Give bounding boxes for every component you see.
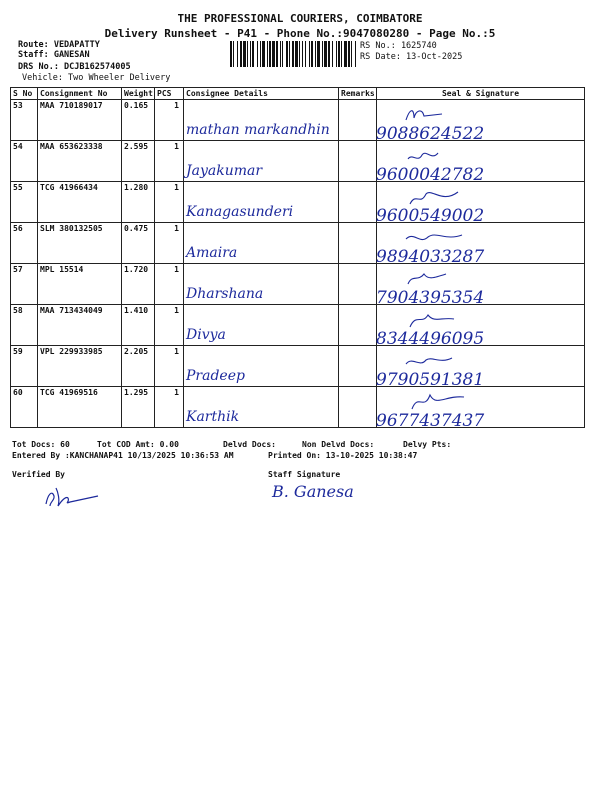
cell-pcs: 1 xyxy=(155,141,184,182)
cell-remarks xyxy=(339,346,377,387)
handwritten-phone-number: 8344496095 xyxy=(376,329,485,349)
cell-weight: 2.205 xyxy=(122,346,155,387)
barcode-bar xyxy=(317,41,320,67)
barcode-bar xyxy=(247,41,248,67)
cell-pcs: 1 xyxy=(155,182,184,223)
signature-scribble xyxy=(402,391,472,413)
handwritten-phone-number: 9088624522 xyxy=(376,124,485,144)
company-title: THE PROFESSIONAL COURIERS, COIMBATORE xyxy=(177,12,423,25)
barcode-bar xyxy=(282,41,283,67)
barcode-bar xyxy=(341,41,342,67)
barcode-bar xyxy=(267,41,268,67)
barcode-bar xyxy=(302,41,303,67)
cell-remarks xyxy=(339,223,377,264)
barcode-bar xyxy=(286,41,288,67)
cell-consignment: VPL 229933985 xyxy=(38,346,122,387)
cell-sno: 58 xyxy=(11,305,38,346)
barcode-bar xyxy=(309,41,310,67)
cell-pcs: 1 xyxy=(155,264,184,305)
cell-sno: 57 xyxy=(11,264,38,305)
col-seal-signature: Seal & Signature xyxy=(377,88,585,100)
barcode-bar xyxy=(336,41,337,67)
cell-weight: 0.475 xyxy=(122,223,155,264)
signature-scribble xyxy=(402,350,472,372)
delivery-points: Delvy Pts: xyxy=(403,440,452,449)
non-delivered-docs: Non Delvd Docs: xyxy=(302,440,375,449)
rs-number: RS No.: 1625740 xyxy=(360,41,437,51)
col-weight: Weight xyxy=(122,88,155,100)
signature-scribble xyxy=(402,268,472,290)
cell-consignment: TCG 41966434 xyxy=(38,182,122,223)
cell-remarks xyxy=(339,100,377,141)
signature-scribble xyxy=(402,186,472,208)
handwritten-phone-number: 9894033287 xyxy=(376,247,485,267)
cell-consignment: TCG 41969516 xyxy=(38,387,122,428)
barcode-bar xyxy=(250,41,251,67)
cell-pcs: 1 xyxy=(155,223,184,264)
cell-remarks xyxy=(339,305,377,346)
printed-on: Printed On: 13-10-2025 10:38:47 xyxy=(268,451,418,460)
barcode-bar xyxy=(269,41,271,67)
col-consignment: Consignment No xyxy=(38,88,122,100)
table-header-row xyxy=(11,88,585,100)
cell-weight: 1.295 xyxy=(122,387,155,428)
handwritten-phone-number: 9600042782 xyxy=(376,165,485,185)
handwritten-phone-number: 9790591381 xyxy=(376,370,485,390)
cell-sno: 54 xyxy=(11,141,38,182)
table-row xyxy=(11,305,585,346)
table-row xyxy=(11,182,585,223)
staff-signature-label: Staff Signature xyxy=(268,470,341,479)
barcode-bar xyxy=(292,41,294,67)
delivered-docs: Delvd Docs: xyxy=(223,440,276,449)
handwritten-consignee-name: Jayakumar xyxy=(186,163,263,179)
barcode-bar xyxy=(240,41,242,67)
cell-pcs: 1 xyxy=(155,100,184,141)
cell-weight: 1.720 xyxy=(122,264,155,305)
table-row xyxy=(11,346,585,387)
runsheet-table xyxy=(10,87,585,428)
barcode-bar xyxy=(322,41,323,67)
barcode-bar xyxy=(348,41,350,67)
barcode-bar xyxy=(260,41,261,67)
barcode-bar xyxy=(280,41,281,67)
cell-pcs: 1 xyxy=(155,346,184,387)
barcode-bar xyxy=(315,41,316,67)
cell-weight: 1.280 xyxy=(122,182,155,223)
signature-scribble xyxy=(402,104,472,126)
cell-remarks xyxy=(339,141,377,182)
handwritten-consignee-name: Kanagasunderi xyxy=(186,204,294,220)
cell-weight: 0.165 xyxy=(122,100,155,141)
cell-consignment: MAA 713434049 xyxy=(38,305,122,346)
barcode-bar xyxy=(351,41,352,67)
barcode-bar xyxy=(299,41,300,67)
barcode-bar xyxy=(295,41,298,67)
handwritten-consignee-name: Karthik xyxy=(186,409,240,425)
barcode-bar xyxy=(257,41,258,67)
barcode-bar xyxy=(243,41,246,67)
table-row xyxy=(11,387,585,428)
handwritten-consignee-name: mathan markandhin xyxy=(186,122,330,138)
runsheet-subtitle: Delivery Runsheet - P41 - Phone No.:9047080280 - Page No.:5 xyxy=(104,27,496,40)
cell-consignment: SLM 380132505 xyxy=(38,223,122,264)
signature-scribble xyxy=(402,145,472,167)
verifier-signature xyxy=(38,482,108,510)
barcode-bar xyxy=(233,41,234,67)
drs-number: DRS No.: DCJB162574005 xyxy=(18,62,131,72)
signature-scribble xyxy=(402,227,472,249)
handwritten-consignee-name: Divya xyxy=(186,327,226,343)
cell-sno: 55 xyxy=(11,182,38,223)
handwritten-consignee-name: Dharshana xyxy=(186,286,264,302)
col-remarks: Remarks xyxy=(339,88,377,100)
barcode xyxy=(230,41,356,67)
table-row xyxy=(11,141,585,182)
staff-label: Staff: GANESAN xyxy=(18,50,90,60)
handwritten-consignee-name: Pradeep xyxy=(186,368,245,384)
barcode-bar xyxy=(252,41,254,67)
barcode-bar xyxy=(276,41,278,67)
cell-pcs: 1 xyxy=(155,387,184,428)
cell-sno: 60 xyxy=(11,387,38,428)
total-cod-amount: Tot COD Amt: 0.00 xyxy=(97,440,179,449)
barcode-bar xyxy=(311,41,313,67)
cell-weight: 2.595 xyxy=(122,141,155,182)
cell-consignment: MAA 710189017 xyxy=(38,100,122,141)
cell-sno: 53 xyxy=(11,100,38,141)
col-sno: S No xyxy=(11,88,38,100)
handwritten-consignee-name: Amaira xyxy=(186,245,238,261)
barcode-bar xyxy=(289,41,290,67)
cell-weight: 1.410 xyxy=(122,305,155,346)
barcode-bar xyxy=(344,41,347,67)
barcode-bar xyxy=(328,41,330,67)
cell-consignment: MAA 653623338 xyxy=(38,141,122,182)
barcode-bar xyxy=(338,41,340,67)
barcode-bar xyxy=(237,41,238,67)
vehicle-label: Vehicle: Two Wheeler Delivery xyxy=(22,73,171,83)
col-pcs: PCS xyxy=(155,88,184,100)
barcode-bar xyxy=(272,41,275,67)
barcode-bar xyxy=(324,41,327,67)
barcode-bar xyxy=(305,41,306,67)
cell-remarks xyxy=(339,264,377,305)
total-docs: Tot Docs: 60 xyxy=(12,440,70,449)
route-label: Route: VEDAPATTY xyxy=(18,40,100,50)
barcode-bar xyxy=(230,41,232,67)
handwritten-phone-number: 9600549002 xyxy=(376,206,485,226)
table-row xyxy=(11,223,585,264)
table-row xyxy=(11,264,585,305)
cell-consignment: MPL 15514 xyxy=(38,264,122,305)
entered-by: Entered By :KANCHANAP41 10/13/2025 10:36:53 AM xyxy=(12,451,234,460)
barcode-bar xyxy=(262,41,265,67)
verified-by-label: Verified By xyxy=(12,470,65,479)
cell-remarks xyxy=(339,182,377,223)
barcode-bar xyxy=(332,41,333,67)
cell-sno: 56 xyxy=(11,223,38,264)
col-consignee: Consignee Details xyxy=(184,88,339,100)
cell-remarks xyxy=(339,387,377,428)
handwritten-phone-number: 7904395354 xyxy=(376,288,485,308)
barcode-bar xyxy=(355,41,356,67)
handwritten-phone-number: 9677437437 xyxy=(376,411,485,431)
cell-sno: 59 xyxy=(11,346,38,387)
rs-date: RS Date: 13-Oct-2025 xyxy=(360,52,463,62)
staff-handwritten-signature: B. Ganesa xyxy=(272,482,354,501)
signature-scribble xyxy=(402,309,472,331)
cell-pcs: 1 xyxy=(155,305,184,346)
